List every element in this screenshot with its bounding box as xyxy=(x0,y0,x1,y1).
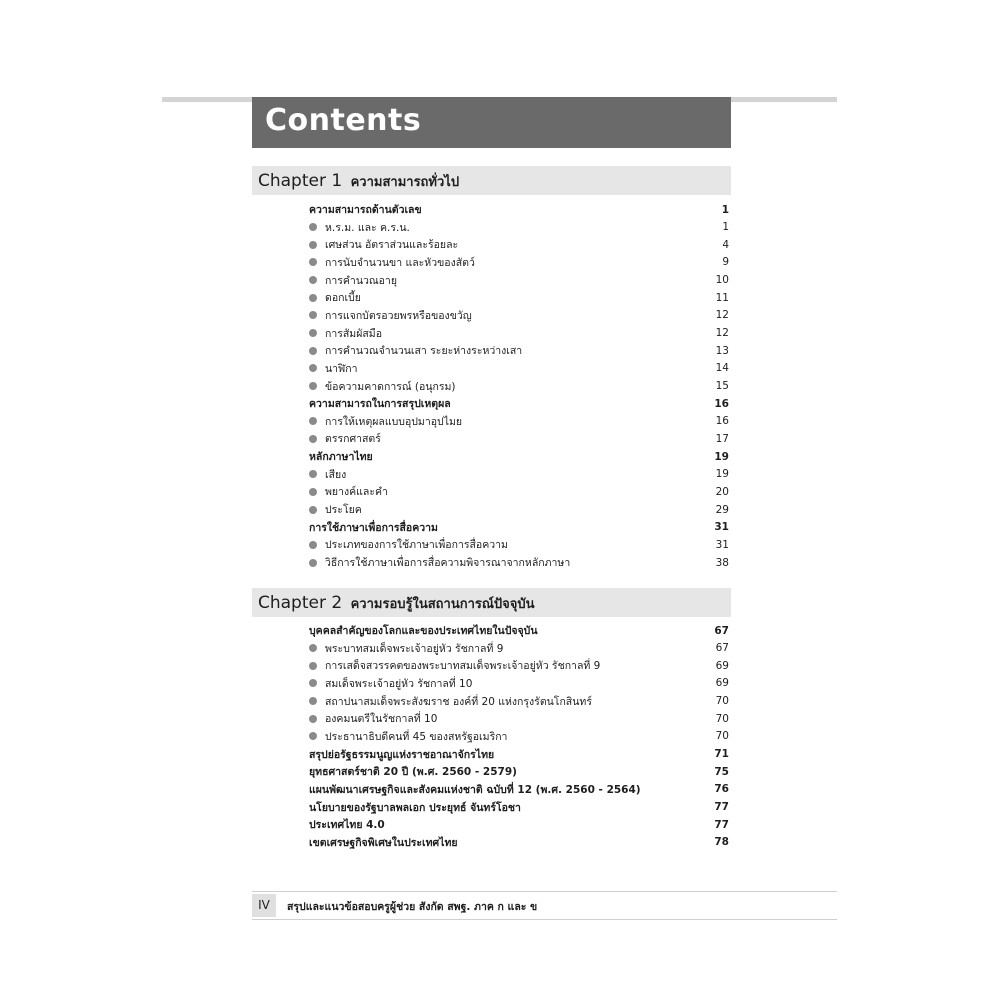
toc-page-number: 14 xyxy=(715,362,729,375)
toc-section xyxy=(309,746,729,763)
bullet-icon xyxy=(309,294,317,302)
toc-entry-text: ดอกเบี้ย xyxy=(325,292,361,305)
toc-page-number: 16 xyxy=(714,397,729,410)
toc-entry-text: การสัมผัสมือ xyxy=(325,327,383,340)
toc-entry-text: เศษส่วน อัตราส่วนและร้อยละ xyxy=(325,239,459,252)
toc-item xyxy=(309,501,729,518)
toc-item xyxy=(309,254,729,271)
toc-item xyxy=(309,307,729,324)
toc-entry-text: สรุปย่อรัฐธรรมนูญแห่งราชอาณาจักรไทย xyxy=(309,748,495,761)
toc-page-number: 70 xyxy=(715,730,729,743)
toc-page-number: 75 xyxy=(714,765,729,778)
toc-page-number: 77 xyxy=(714,801,729,813)
toc-page-number: 38 xyxy=(715,556,729,569)
toc-item xyxy=(309,325,729,342)
toc-page-number: 29 xyxy=(715,503,729,516)
page-title: Contents xyxy=(265,103,422,138)
bullet-icon xyxy=(309,559,317,567)
toc-page-number: 70 xyxy=(715,712,729,725)
toc-section xyxy=(309,395,729,412)
bullet-icon xyxy=(309,679,317,687)
toc-page-number: 1 xyxy=(721,203,729,216)
bullet-icon xyxy=(309,241,317,249)
chapter-2-label: Chapter 2 xyxy=(258,593,343,613)
chapter-2-heading xyxy=(258,593,535,614)
bullet-icon xyxy=(309,382,317,390)
toc-item xyxy=(309,272,729,289)
toc-entry-text: พระบาทสมเด็จพระเจ้าอยู่หัว รัชกาลที่ 9 xyxy=(325,642,504,655)
toc-section xyxy=(309,834,729,851)
bullet-icon xyxy=(309,488,317,496)
toc-item xyxy=(309,693,729,710)
toc-entry-text: วิธีการใช้ภาษาเพื่อการสื่อความพิจารณาจากหลักภาษา xyxy=(325,557,571,569)
toc-item xyxy=(309,289,729,306)
toc-page-number: 70 xyxy=(715,695,729,708)
toc-entry-text: ข้อความคาดการณ์ (อนุกรม) xyxy=(325,380,456,393)
toc-item xyxy=(309,675,729,692)
toc-entry-text: การนับจำนวนขา และหัวของสัตว์ xyxy=(325,256,475,269)
toc-page-number: 76 xyxy=(714,783,729,796)
toc-entry-text: ความสามารถด้านตัวเลข xyxy=(309,204,422,216)
toc-page-number: 17 xyxy=(715,432,729,445)
toc-page-number: 19 xyxy=(715,468,729,481)
toc-entry-text: เสียง xyxy=(325,468,347,481)
bullet-icon xyxy=(309,417,317,425)
toc-section xyxy=(309,519,729,536)
toc-section xyxy=(309,781,729,798)
toc-entry-text: ห.ร.ม. และ ค.ร.น. xyxy=(325,221,410,234)
bullet-icon xyxy=(309,329,317,337)
bullet-icon xyxy=(309,311,317,319)
toc-page-number: 15 xyxy=(715,380,729,392)
toc-item xyxy=(309,640,729,657)
toc-item xyxy=(309,413,729,430)
toc-page-number: 31 xyxy=(715,538,729,551)
toc-page-number: 77 xyxy=(714,818,729,831)
toc-page-number: 16 xyxy=(715,415,729,428)
toc-item xyxy=(309,466,729,483)
toc-entry-text: หลักภาษาไทย xyxy=(309,451,373,464)
toc-entry-text: บุคคลสำคัญของโลกและของประเทศไทยในปัจจุบัน xyxy=(309,625,538,637)
toc-page-number: 69 xyxy=(715,659,729,672)
chapter-1-heading xyxy=(258,171,459,192)
toc-item xyxy=(309,219,729,236)
toc-item xyxy=(309,342,729,359)
bullet-icon xyxy=(309,347,317,355)
toc-page-number: 13 xyxy=(715,344,729,357)
toc-entry-text: ยุทธศาสตร์ชาติ 20 ปี (พ.ศ. 2560 - 2579) xyxy=(309,766,517,779)
toc-section xyxy=(309,816,729,833)
toc-page-number: 71 xyxy=(714,748,729,761)
toc-item xyxy=(309,483,729,500)
toc-section xyxy=(309,763,729,780)
toc-entry-text: ประเภทของการใช้ภาษาเพื่อการสื่อความ xyxy=(325,539,508,552)
toc-page-number: 67 xyxy=(714,624,729,637)
toc-item xyxy=(309,236,729,253)
toc-page-number: 11 xyxy=(715,291,729,304)
bullet-icon xyxy=(309,364,317,372)
toc-entry-text: ตรรกศาสตร์ xyxy=(325,433,381,446)
toc-section xyxy=(309,448,729,465)
bullet-icon xyxy=(309,697,317,705)
bullet-icon xyxy=(309,276,317,284)
bullet-icon xyxy=(309,258,317,266)
bullet-icon xyxy=(309,662,317,670)
toc-page-number: 9 xyxy=(722,256,729,269)
footer-running-title: สรุปและแนวข้อสอบครูผู้ช่วย สังกัด สพฐ. ภาค ก และ ข xyxy=(287,901,538,913)
toc-entry-text: นโยบายของรัฐบาลพลเอก ประยุทธ์ จันทร์โอชา xyxy=(309,801,521,814)
toc-entry-text: สมเด็จพระเจ้าอยู่หัว รัชกาลที่ 10 xyxy=(325,677,473,690)
toc-item xyxy=(309,378,729,395)
bullet-icon xyxy=(309,435,317,443)
toc-item xyxy=(309,360,729,377)
footer-top-divider xyxy=(252,891,837,892)
chapter-1-label: Chapter 1 xyxy=(258,171,343,191)
toc-page-number: 10 xyxy=(715,274,729,287)
toc-entry-text: ประเทศไทย 4.0 xyxy=(309,819,385,832)
bullet-icon xyxy=(309,223,317,231)
footer-bottom-divider xyxy=(252,919,837,920)
toc-entry-text: องคมนตรีในรัชกาลที่ 10 xyxy=(325,713,438,726)
toc-entry-text: การแจกบัตรอวยพรหรือของขวัญ xyxy=(325,309,472,322)
toc-page-number: 12 xyxy=(715,327,729,340)
bullet-icon xyxy=(309,732,317,740)
toc-page-number: 1 xyxy=(722,221,729,234)
footer-page-number: IV xyxy=(252,894,276,917)
toc-item xyxy=(309,536,729,553)
toc-item xyxy=(309,657,729,674)
toc-entry-text: การใช้ภาษาเพื่อการสื่อความ xyxy=(309,521,438,534)
toc-entry-text: ประธานาธิบดีคนที่ 45 ของสหรัฐอเมริกา xyxy=(325,730,508,743)
toc-entry-text: การคำนวณจำนวนเสา ระยะห่างระหว่างเสา xyxy=(325,345,523,358)
chapter-2-title: ความรอบรู้ในสถานการณ์ปัจจุบัน xyxy=(350,597,535,612)
toc-page-number: 12 xyxy=(715,309,729,322)
toc-entry-text: สถาปนาสมเด็จพระสังฆราช องค์ที่ 20 แห่งกรุงรัตนโกสินทร์ xyxy=(325,695,592,708)
toc-page-number: 69 xyxy=(715,677,729,690)
chapter-1-title: ความสามารถทั่วไป xyxy=(350,175,460,190)
toc-page-number: 19 xyxy=(714,450,729,463)
toc-entry-text: การคำนวณอายุ xyxy=(325,274,397,287)
bullet-icon xyxy=(309,506,317,514)
toc-item xyxy=(309,710,729,727)
bullet-icon xyxy=(309,541,317,549)
toc-section xyxy=(309,622,729,639)
toc-section xyxy=(309,799,729,816)
toc-entry-text: แผนพัฒนาเศรษฐกิจและสังคมแห่งชาติ ฉบับที่ 12 (พ.ศ. 2560 - 2564) xyxy=(309,783,641,796)
toc-entry-text: การเสด็จสวรรคตของพระบาทสมเด็จพระเจ้าอยู่หัว รัชกาลที่ 9 xyxy=(325,660,601,673)
toc-entry-text: ความสามารถในการสรุปเหตุผล xyxy=(309,398,451,411)
bullet-icon xyxy=(309,644,317,652)
toc-entry-text: เขตเศรษฐกิจพิเศษในประเทศไทย xyxy=(309,836,458,849)
toc-entry-text: ประโยค xyxy=(325,504,362,517)
toc-entry-text: พยางค์และคำ xyxy=(325,486,388,499)
toc-section xyxy=(309,201,729,218)
toc-entry-text: การให้เหตุผลแบบอุปมาอุปไมย xyxy=(325,415,463,428)
toc-page-number: 31 xyxy=(714,521,729,534)
toc-item xyxy=(309,430,729,447)
bullet-icon xyxy=(309,715,317,723)
bullet-icon xyxy=(309,470,317,478)
toc-page-number: 67 xyxy=(715,642,729,655)
toc-page-number: 20 xyxy=(715,485,729,498)
toc-entry-text: นาฬิกา xyxy=(325,362,358,375)
toc-page-number: 4 xyxy=(722,238,729,251)
toc-page-number: 78 xyxy=(714,836,729,849)
toc-item xyxy=(309,554,729,571)
toc-item xyxy=(309,728,729,745)
